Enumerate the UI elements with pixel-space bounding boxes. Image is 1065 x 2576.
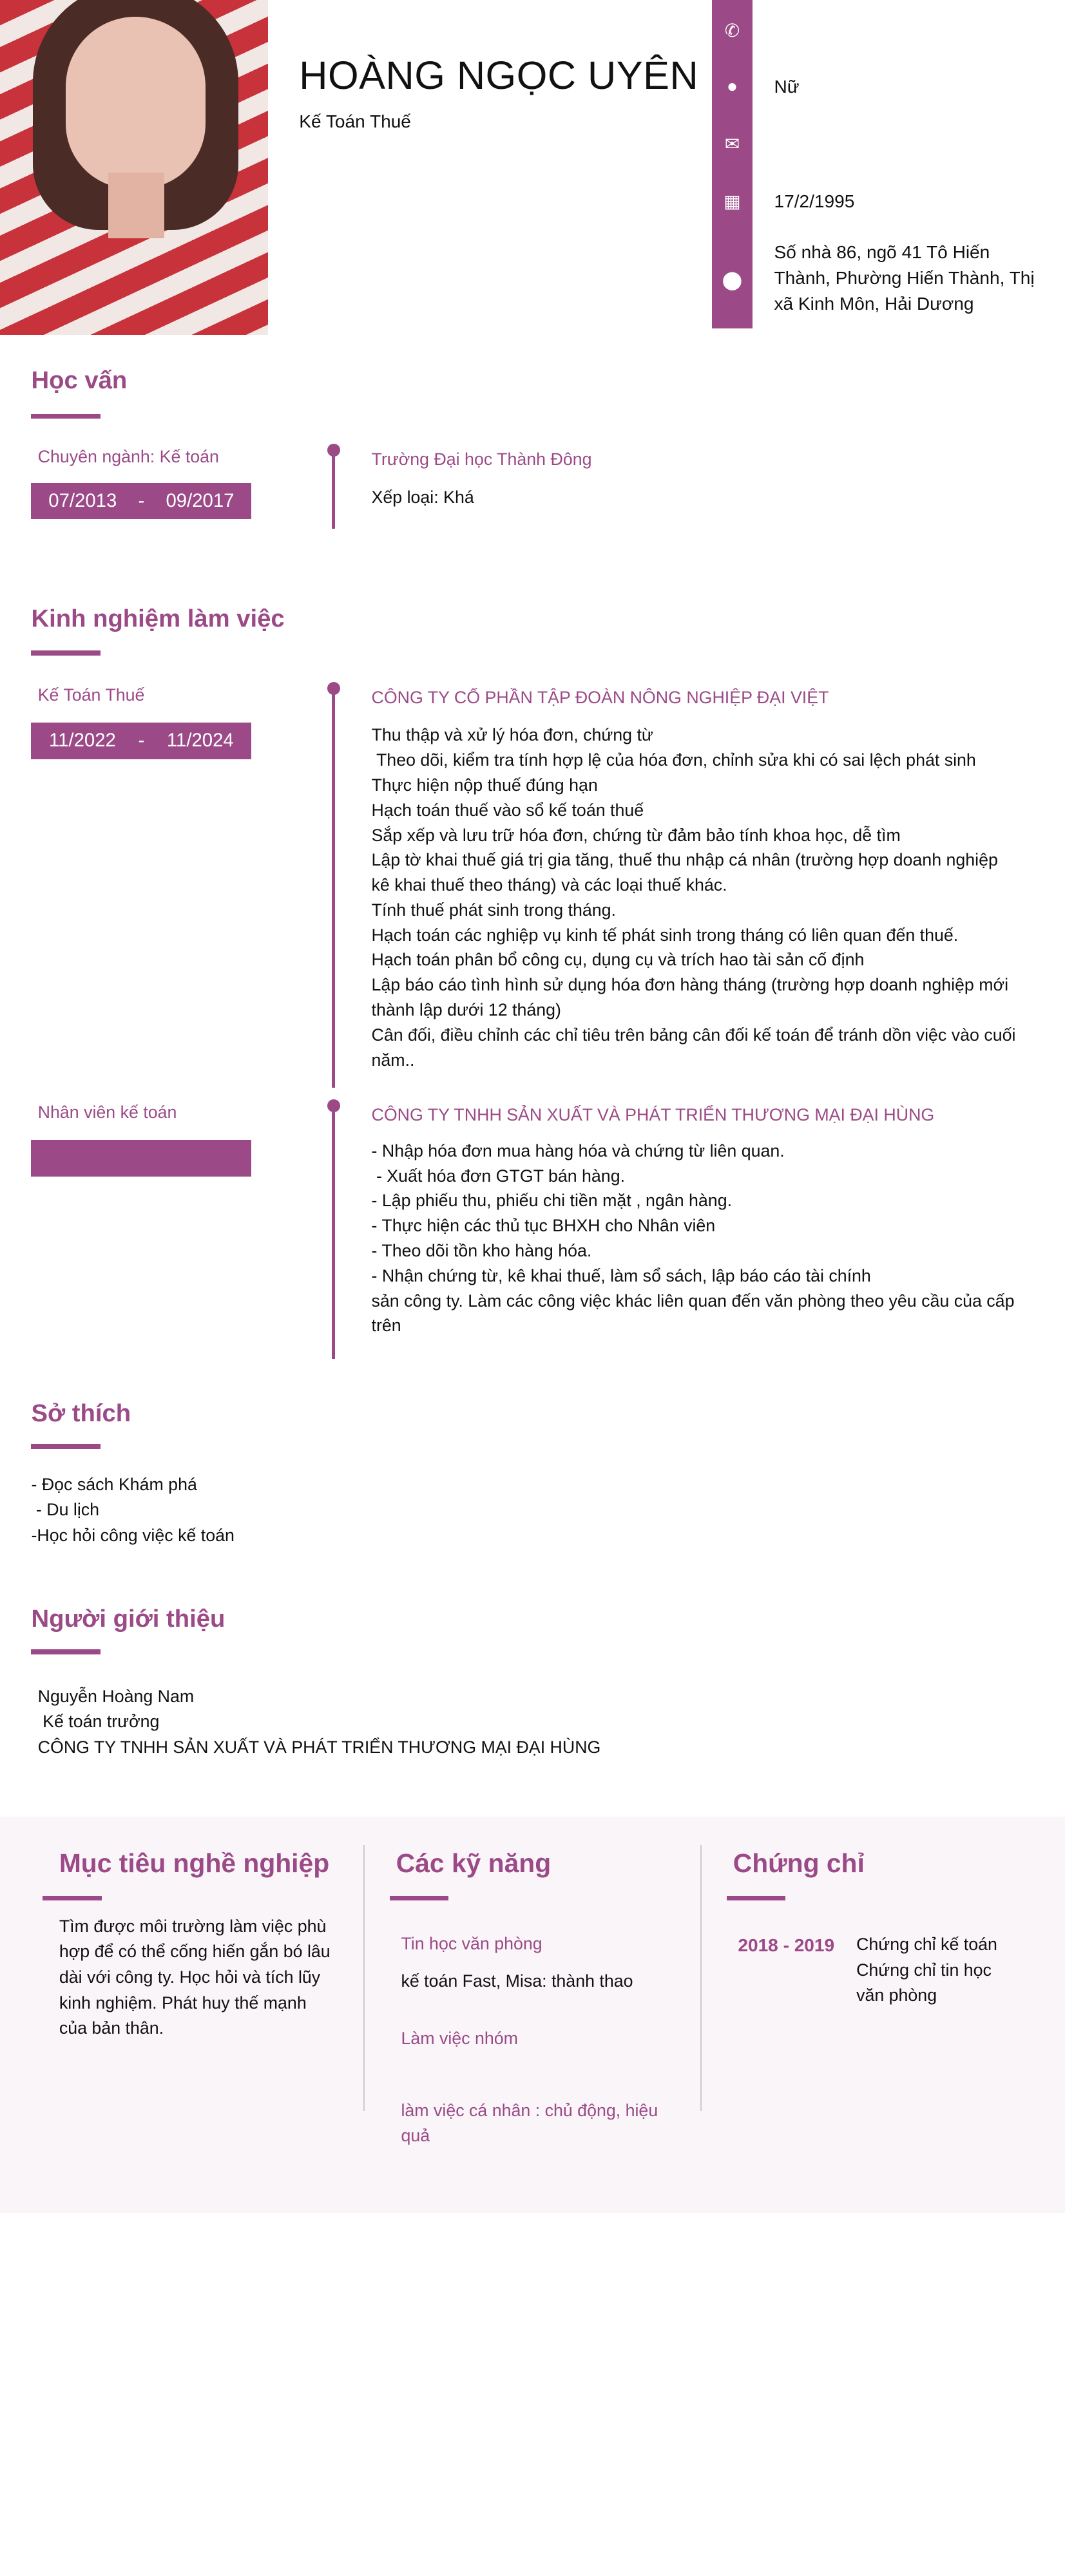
hobbies-list <box>31 1472 234 1549</box>
certificate-list <box>856 1932 1012 2009</box>
heading-underline <box>31 1444 100 1449</box>
heading-underline <box>390 1896 449 1901</box>
job-duties <box>372 723 1021 1072</box>
end-date: 09/2017 <box>166 490 235 512</box>
hobby-item: -Học hỏi công việc kế toán <box>31 1525 235 1545</box>
contact-birthday: 17/2/1995 <box>774 191 855 212</box>
experience-heading: Kinh nghiệm làm việc <box>31 604 285 632</box>
heading-underline <box>31 414 100 419</box>
references-heading: Người giới thiệu <box>31 1605 225 1633</box>
job-dates <box>31 723 251 759</box>
duty-line: Lập tờ khai thuế giá trị gia tăng, thuế thu nhập cá nhân (trường hợp doanh nghiệp kê khai thuế theo tháng) và các loại thuế khác. <box>371 850 1003 895</box>
duty-line: Sắp xếp và lưu trữ hóa đơn, chứng từ đảm bảo tính khoa học, dễ tìm <box>371 825 901 845</box>
duty-line: Theo dõi, kiểm tra tính hợp lệ của hóa đơn, chỉnh sửa khi có sai lệch phát sinh <box>371 750 976 770</box>
duty-line: - Lập phiếu thu, phiếu chi tiền mặt , ngân hàng. <box>371 1191 733 1211</box>
start-date: 07/2013 <box>48 490 117 512</box>
duty-line: Hạch toán phân bổ công cụ, dụng cụ và trích hao tài sản cố định <box>371 950 865 970</box>
full-name: HOÀNG NGỌC UYÊN <box>299 53 699 97</box>
education-grade: Xếp loại: Khá <box>371 487 474 507</box>
date-separator: - <box>138 490 145 512</box>
duty-line: Hạch toán các nghiệp vụ kinh tế phát sinh trong tháng có liên quan đến thuế. <box>371 925 959 945</box>
column-divider <box>363 1845 365 2111</box>
objective-heading: Mục tiêu nghề nghiệp <box>59 1848 330 1878</box>
duty-line: - Theo dõi tồn kho hàng hóa. <box>371 1240 592 1260</box>
person-icon: ● <box>726 76 738 97</box>
heading-underline <box>31 1649 100 1654</box>
timeline-line <box>332 450 335 529</box>
skill-name: Tin học văn phòng <box>401 1933 542 1953</box>
profile-photo <box>0 0 268 335</box>
certificate-years: 2018 - 2019 <box>738 1935 835 1956</box>
duty-line: Cân đối, điều chỉnh các chỉ tiêu trên bảng cân đối kế toán để tránh dồn việc vào cuối năm.. <box>371 1025 1021 1070</box>
objective-text: Tìm được môi trường làm việc phù hợp để có thể cống hiến gắn bó lâu dài với công ty. Học hỏi và tích lũy kinh nghiệm. Phát huy thế mạnh của bản thân. <box>59 1916 331 2038</box>
heading-underline <box>727 1896 786 1901</box>
column-divider <box>700 1845 702 2111</box>
job-position: Nhân viên kế toán <box>37 1102 177 1122</box>
education-school: Trường Đại học Thành Đông <box>371 449 592 469</box>
skill-name: Làm việc nhóm <box>401 2029 518 2049</box>
heading-underline <box>31 650 100 656</box>
skill-desc: kế toán Fast, Misa: thành thao <box>401 1971 633 1991</box>
start-date: 11/2022 <box>48 730 116 752</box>
job-dates <box>31 1140 251 1176</box>
hobbies-heading: Sở thích <box>31 1399 131 1428</box>
job-duties <box>372 1139 1021 1338</box>
duty-line: sản công ty. Làm các công việc khác liên quan đến văn phòng theo yêu cầu của cấp trên <box>371 1291 1019 1336</box>
duty-line: - Xuất hóa đơn GTGT bán hàng. <box>371 1166 626 1186</box>
education-heading: Học vấn <box>31 366 128 394</box>
phone-icon: ✆ <box>724 20 740 41</box>
certificates-heading: Chứng chỉ <box>733 1848 865 1878</box>
timeline-line <box>332 1106 335 1359</box>
duty-line: Hạch toán thuế vào sổ kế toán thuế <box>371 800 644 820</box>
hobby-item: - Du lịch <box>31 1500 100 1520</box>
reference-block <box>38 1684 601 1761</box>
timeline-line <box>332 688 335 1088</box>
skill-name: làm việc cá nhân : chủ động, hiệu quả <box>401 2100 658 2146</box>
job-company: CÔNG TY CỔ PHẦN TẬP ĐOÀN NÔNG NGHIỆP ĐẠI VIỆT <box>371 687 829 707</box>
job-company: CÔNG TY TNHH SẢN XUẤT VÀ PHÁT TRIỂN THƯƠNG MẠI ĐẠI HÙNG <box>371 1104 935 1124</box>
duty-line: - Nhập hóa đơn mua hàng hóa và chứng từ liên quan. <box>371 1141 785 1160</box>
date-separator: - <box>138 730 145 752</box>
duty-line: Lập báo cáo tình hình sử dụng hóa đơn hàng tháng (trường hợp doanh nghiệp mới thành lập dưới 12 tháng) <box>371 975 1013 1020</box>
certificate-name: Chứng chỉ kế toán <box>856 1934 997 1954</box>
duty-line: Thực hiện nộp thuế đúng hạn <box>371 775 598 795</box>
email-icon: ✉ <box>724 133 740 154</box>
reference-company: CÔNG TY TNHH SẢN XUẤT VÀ PHÁT TRIỂN THƯƠNG MẠI ĐẠI HÙNG <box>37 1737 601 1757</box>
duty-line: Thu thập và xử lý hóa đơn, chứng từ <box>371 725 653 745</box>
hobby-item: - Đọc sách Khám phá <box>31 1474 197 1494</box>
reference-title: Kế toán trưởng <box>37 1712 160 1732</box>
contact-gender: Nữ <box>774 76 800 97</box>
duty-line: - Nhận chứng từ, kê khai thuế, làm sổ sách, lập báo cáo tài chính <box>371 1265 871 1285</box>
location-pin-icon: ⬤ <box>722 270 743 290</box>
end-date: 11/2024 <box>166 730 234 752</box>
skills-heading: Các kỹ năng <box>396 1848 552 1878</box>
contact-address: Số nhà 86, ngõ 41 Tô Hiến Thành, Phường Hiến Thành, Thị xã Kinh Môn, Hải Dương <box>774 242 1035 314</box>
heading-underline <box>43 1896 102 1901</box>
job-position: Kế Toán Thuế <box>37 685 145 705</box>
job-title: Kế Toán Thuế <box>299 111 411 132</box>
calendar-icon: ▦ <box>724 191 741 211</box>
duty-line: - Thực hiện các thủ tục BHXH cho Nhân viên <box>371 1216 716 1236</box>
certificate-name: Chứng chỉ tin học văn phòng <box>856 1960 992 2005</box>
duty-line: Tính thuế phát sinh trong tháng. <box>371 900 616 920</box>
education-dates <box>31 483 251 519</box>
reference-name: Nguyễn Hoàng Nam <box>37 1686 195 1706</box>
education-major: Chuyên ngành: Kế toán <box>37 446 219 466</box>
